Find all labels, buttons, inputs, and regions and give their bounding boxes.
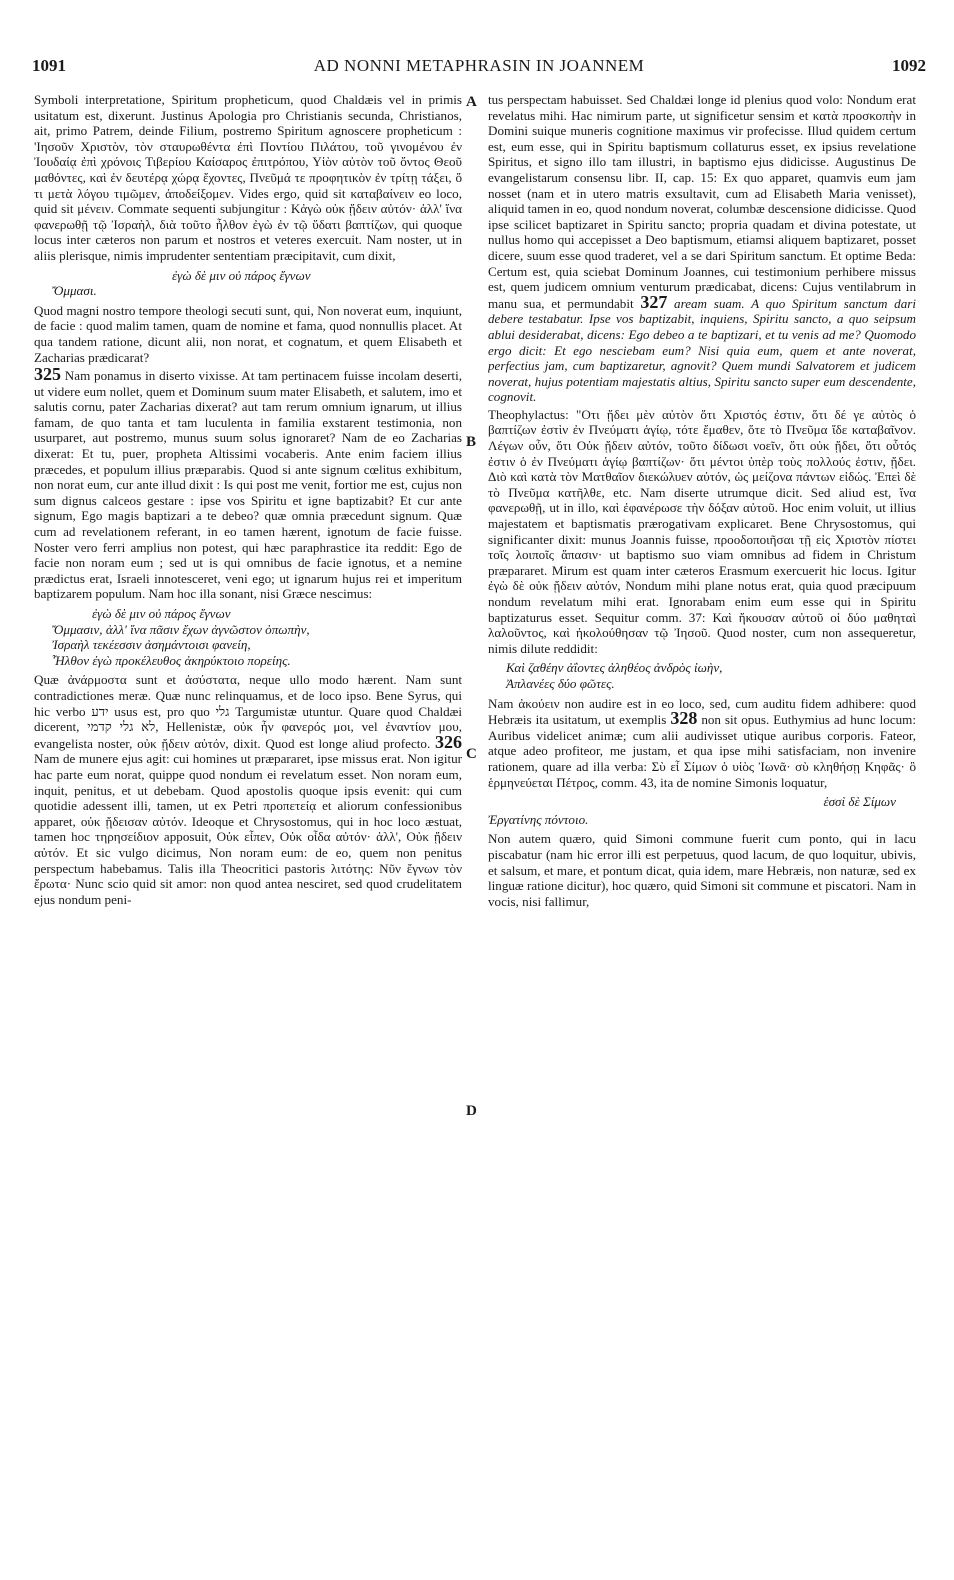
margin-letter-c: C (466, 746, 477, 762)
page-number-right: 1092 (892, 56, 926, 75)
right-paragraph-4: Non autem quæro, quid Simoni commune fuerit cum ponto, qui in lacu piscabatur (nam hic error illi est perpetuus, quod lacum, de quo loquitur, ubivis, et salsum, et mare, et pontum dicat, quia idem, mare Hebræis, non naturæ, sed ex linguæ ratione dicitur), hoc quæro, quid Simoni sit commune et piscatori. Nam in vocis, nisi fallimur, (488, 831, 916, 909)
page-number-left: 1091 (32, 56, 66, 75)
right-paragraph-3b: non sit opus. Euthymius ad hunc locum: Auribus videlicet animæ; cum alii audivisset utique auribus corporis. Fateor, atque adeo profiteor, me justam, et qua ipse mihi satisfaciam, non invenire rationem, quare ad illa verba: Σὺ εἶ Σίμων ὁ υἱὸς Ἰωνᾶ· σὺ κληθήσῃ Κηφᾶς· ὃ ἑρμηνεύεται Πέτρος, comm. 43, ita de nomine Simonis loquatur, (488, 712, 916, 790)
left-verse-1 (52, 268, 462, 299)
right-paragraph-1 (488, 92, 916, 405)
right-paragraph-3 (488, 696, 916, 791)
right-paragraph-3a: Nam ἀκούειν non audire est in eo loco, sed, cum auditu fidem adhibere: quod Hebræis ita usitatum, ut exemplis (488, 695, 916, 728)
left-verse-2 (52, 606, 462, 668)
margin-letter-d: D (466, 1103, 477, 1119)
page-header (30, 56, 928, 78)
column-number-327: 327 (640, 291, 668, 312)
left-verse-1-line-1: ἐγὼ δὲ μιν οὐ πάρος ἔγνων (172, 267, 311, 283)
running-title: AD NONNI METAPHRASIN IN JOANNEM (313, 56, 645, 75)
column-number-326: 326 (435, 731, 462, 752)
left-paragraph-3-text: Nam ponamus in diserto vixisse. At tam pertinacem fuisse incolam deserti, ut videre eum nollet, quem et Dominum suum mater Elisabeth, et salutem, imo et salutis cornu, pater Zacharias dixerat? aut tam rerum omnium ignarum, ut illius famam, de quo tanta et tam luculenta in familia exstarent testimonia, non usurparet, aut postremo, munus suum solus ignoraret? Nam de eo Zacharias dixerat: Et tu, puer, propheta Altissimi vocaberis. Ante enim faciem illius præcedes, et populum illius præparabis. Quod si ante signum cœlitus exhibitum, non norat eum, cur ante illud dixit : Is qui post me venit, fortior me est, cujus non sum dignus calceos gestare : ipse vos Spiritu et igne baptizabit? Et cur ante signum, Ego magis baptizari a te debeo? quæ omnia præcedunt signum. Quæ cum ad revelationem referant, in eo tamen hærent, ignotum de facie fuisse. Noster vero ferri amplius non potest, qui hæc paraphrastice ita reddit: Ego de facie non noram eum ; sed ut is qui omnibus de facie ignotus, et a nemine prædictus erat, Israeli innotesceret, veni ego; ut ignarum hujus rei et imperitum baptizarem populum. Nam hoc illa sonant, nisi Græce nescimus: (34, 368, 462, 602)
right-verse-1 (506, 660, 916, 691)
column-number-325: 325 (34, 364, 61, 385)
right-paragraph-2: Theophylactus: "Οτι ᾔδει μὲν αὐτὸν ὅτι Χριστός ἐστιν, ὅτι δέ γε αὐτὸς ὁ βαπτίζων ἐστὶν ἐν Πνεύματι ἁγίῳ, τότε ἔμαθεν, ὅτε τὸ Πνεῦμα ἴδε καταβαῖνον. Λέγων οὖν, ὅτι Οὐκ ᾔδειν αὐτόν, τοῦτο δίδωσι νοεῖν, ὅτι οὐκ ᾔδει, ὅτι οὗτός ἐστιν ὁ ἐν Πνεύματι ἁγίῳ βαπτίζων· ὅτι μέντοι ὑπὲρ τοὺς πολλούς ἐστιν, ᾔδει. Διὸ καὶ κατὰ τὸν Ματθαῖον διεκώλυεν αὐτόν, ὡς μείζονα πάντων εἰδώς. Ἐπεὶ δὲ τὸ Πνεῦμα κατῆλθε, etc. Nam diserte utrumque dicit. Sed aliud est, ἵνα φανερωθῇ, ut in illo, καὶ ἐφανέρωσε τὴν δόξαν αὐτοῦ. Hoc enim voluit, ut illius majestatem et baptismatis prærogativam explicaret. Bene Chrysostomus, qui significanter dixit: munus Joannis fuisse, προοδοποιῆσαι τῇ εἰς Χριστὸν πίστει τοῖς λοιποῖς ἅπασιν· ut baptismo suo viam omnibus ad fidem in Christum præpararet. Mirum est quam inter cæteros Erasmum exercuerit hic locus. Igitur ἐγὼ δὲ οὐκ ᾔδειν αὐτόν, Nondum mihi plane notus erat, quia quod præcipuum nondum revelatum mihi erat. Ignorabam enim eum esse qui in Spiritu baptizaturus esset. Sequitur comm. 37: Καὶ ἤκουσαν αὐτοῦ οἱ δύο μαθηταὶ λαλοῦντος, καὶ ἠκολούθησαν τῷ Ἰησοῦ. Quod noster, cum non assequeretur, nimis dilute reddidit: (488, 406, 916, 656)
left-column (34, 92, 462, 1562)
left-paragraph-3 (34, 364, 462, 602)
left-paragraph-2: Quod magni nostro tempore theologi secuti sunt, qui, Non noverat eum, inquiunt, de facie : quod malim tamen, quam de nomine et fama, quod nonnullis placet. At qua tandem ratione, dicunt alii, non norat, et cognatum, et quem Elisabeth et Zacharias prædicarat? (34, 302, 462, 365)
left-paragraph-1: Symboli interpretatione, Spiritum propheticum, quod Chaldæis vel in primis usitatum est, dixerunt. Justinus Apologia pro Christianis secunda, Christianos, ait, primo Patrem, deinde Filium, postremo Spiritum agnoscere propheticum : 'Ιησοῦν Χριστὸν, τὸν σταυρωθέντα ἐπὶ Ποντίου Πιλάτου, τοῦ γινομένου ἐν Ἰουδαίᾳ ἐπὶ χρόνοις Τιβερίου Καίσαρος ἐπιτρόπου, Υἱὸν αὐτὸν τοῦ ὄντος Θεοῦ μαθόντες, καὶ ἐν δευτέρᾳ χώρᾳ ἔχοντες, Πνεῦμά τε προφητικὸν ἐν τρίτῃ τάξει, ὅ τι μετὰ λόγου τιμῶμεν, ἀποδείξομεν. Vides ergo, quid sit καταβαίνειν eo loco, quid sit μένειν. Commate sequenti subjungitur : Κἀγὼ οὐκ ᾔδειν αὐτόν· ἀλλ' ἵνα φανερωθῇ τῷ Ἰσραὴλ, διὰ τοῦτο ἦλθον ἐγὼ ἐν τῷ ὕδατι βαπτίζων, qui quoque locus inter cæteros non parum et nostros et veteres exercuit. Nam noster, ut in aliis plerisque, nimis imprudenter sententiam præcipitavit, cum dixit, (34, 92, 462, 263)
margin-letter-b: B (466, 434, 477, 450)
column-number-328: 328 (670, 708, 698, 729)
left-verse-2-line-2: Ὄμμασιν, ἀλλ' ἵνα πᾶσιν ἔχων ἀγνῶστον ὀπωπὴν, (52, 621, 310, 637)
margin-letter-a: A (466, 94, 477, 110)
left-verse-2-line-3: Ἰσραὴλ τεκέεσσιν ἀσημάντοισι φανείη, (52, 637, 251, 653)
left-verse-2-line-1: ἐγὼ δὲ μιν οὐ πάρος ἔγνων (92, 606, 231, 621)
left-paragraph-4a: Quæ ἀνάρμοστα sunt et ἀσύστατα, neque ullo modo hærent. Nam sunt contradictiones meræ. Quæ nunc relinquamus, et de loco ipso. Bene Syrus, qui hic verbo ידע usus est, pro quo גלי Targumistæ utuntur. Quare quod Chaldæi dicerent, לא גלי קדמי, Hellenistæ, οὐκ ἦν φανερός μοι, vel ἐναντίον μου, evangelista noster, οὐκ ᾔδειν αὐτόν, dixit. Quod est longe aliud profecto. (34, 672, 462, 751)
right-verse-1-line-2: Ἀπλανέες δύο φῶτες. (506, 675, 615, 691)
left-verse-1-line-2: Ὄμμασι. (52, 283, 97, 299)
right-column (488, 92, 916, 1562)
right-paragraph-1b: aream suam. A quo Spiritum sanctum dari debere testabatur. Ipse vos baptizabit, inquiens, Spiritu sancto, a quo seipsum ablui desiderabat, dicens: Ego debeo a te baptizari, et tu venis ad me? Quomodo ergo dicit: Et ego nesciebam eum? Nisi quia eum, quem et ante noverat, perfectius jam, cum baptizaretur, agnovit? Quem mundi Salvatorem et judicem noverat, hujus potentiam majestatis altius, Spiritu sancto super eum descendente, cognovit. (488, 295, 916, 405)
left-verse-2-line-4: Ἦλθον ἐγὼ προκέλευθος ἀκηρύκτοιο πορείης. (52, 652, 291, 668)
left-paragraph-4 (34, 672, 462, 907)
left-paragraph-4b: Nam de munere ejus agit: cui homines ut præpararet, ipse missus erat. Non igitur hac parte eum norat, quippe quod nondum ei revelatum esset. Non noram eum, inquit, penitus, et ut debebam. Quod apostolis quoque ipsis evenit: qui cum quotidie adessent illi, tamen, ut ex Petri προπετείᾳ et aliorum confessionibus apparet, οὐκ ᾔδεισαν αὐτόν. Ideoque et Chrysostomus, qui in hoc loco æstuat, tamen hoc τηρησείδιον apposuit, Οὐκ εἶπεν, Οὐκ οἶδα αὐτόν· ἀλλ', Οὐκ ᾔδειν αὐτόν. Et sic vulgo dicimus, Non noram eum: de eo, quem non penitus perspectum habebamus. Talis illa Theocritici pastoris λιτότης: Νῦν ἔγνων τὸν ἔρωτα· Nunc scio quid sit amor: non quod antea nesciret, sed quod crudelitatem ejus nondum peni- (34, 751, 462, 907)
right-verse-1-line-1: Καὶ ζαθέην ἀΐοντες ἀληθέος ἀνδρὸς ἰωὴν, (506, 660, 723, 676)
right-verse-2-line-2: Ἐργατίνης πόντοιο. (488, 811, 589, 827)
right-verse-2-line-1: ἑσσὶ δὲ Σίμων (823, 794, 896, 810)
right-paragraph-1a: tus perspectam habuisset. Sed Chaldæi longe id plenius quod volo: Nondum erat revelatus mihi. Hac nimirum parte, ut significetur sensim et κατὰ προσκοπὴν in Domini suique muneris cognitione maximus vir profecisse. Illud quidem certum est, eum esse, qui in Spiritu baptismum collaturus esset, ex ipsius revelatione Spiritus, et signo illo tam illustri, in baptismo ejus didicisse. Augustinus De evangelistarum consensu libr. II, cap. 15: Ex quo apparet, quamvis eum jam nosset (nam et in utero matris exsultavit, cum ad Elisabeth Maria venisset), aliquid tamen in eo, quod nondum noverat, columbæ descensione didicisse. Quod ipse scilicet baptizaret in Spiritu sancto; propria quadam et divina potestate, ut nullus homo qui accepisset a Deo baptismum, etiamsi aliquem baptizaret, posset dicere, suum esse quod traderet, vel a se dari Spiritum sanctum. Et optime Beda: Certum est, quia sciebat Dominum Joannes, cui testimonium perhibere missus est, quem judicem omnium venturum prædicabat, dicens: Cujus ventilabrum in manu sua, et permundabit (488, 92, 916, 311)
